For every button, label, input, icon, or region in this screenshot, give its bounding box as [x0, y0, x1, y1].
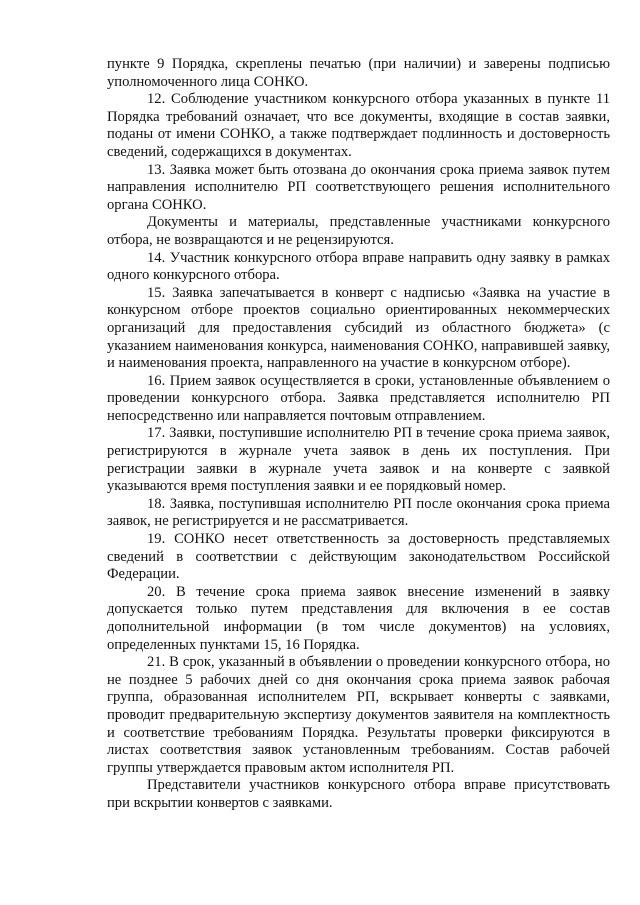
paragraph-16: 16. Прием заявок осуществляется в сроки, установленные объявлением о проведении конкурсного отбора. Заявка представляется исполнителю РП непосредственно или направляется почтовым отправлением. [107, 372, 610, 424]
paragraph-21-representatives: Представители участников конкурсного отбора вправе присутствовать при вскрытии конвертов с заявками. [107, 777, 610, 811]
document-body [107, 56, 610, 813]
paragraph-19: 19. СОНКО несет ответственность за достоверность представляемых сведений в соответствии с действующим законодательством Российской Федерации. [107, 531, 610, 583]
paragraph-12: 12. Соблюдение участником конкурсного отбора указанных в пункте 11 Порядка требований означает, что все документы, входящие в состав заявки, поданы от имени СОНКО, а также подтверждает подлинность и достоверность сведений, содержащихся в документах. [107, 91, 610, 160]
paragraph-continuation-9: пункте 9 Порядка, скреплены печатью (при наличии) и заверены подписью уполномоченного лица СОНКО. [107, 56, 610, 90]
paragraph-18: 18. Заявка, поступившая исполнителю РП после окончания срока приема заявок, не регистрируется и не рассматривается. [107, 495, 610, 530]
paragraph-14: 14. Участник конкурсного отбора вправе направить одну заявку в рамках одного конкурсного отбора. [107, 249, 610, 284]
paragraph-13-documents: Документы и материалы, представленные участниками конкурсного отбора, не возвращаются и не рецензируются. [107, 214, 610, 248]
paragraph-20: 20. В течение срока приема заявок внесение изменений в заявку допускается только путем представления для включения в ее состав дополнительной информации (в том числе документов) на условиях, определенных пунктами 15, 16 Порядка. [107, 583, 610, 653]
paragraph-15: 15. Заявка запечатывается в конверт с надписью «Заявка на участие в конкурсном отборе проектов социально ориентированных некоммерческих организаций для предоставления субсидий из областного бюджета» (с указанием наименования конкурса, наименования СОНКО, направившей заявку, и наименования проекта, направленного на участие в конкурсном отборе). [107, 284, 610, 372]
paragraph-17: 17. Заявки, поступившие исполнителю РП в течение срока приема заявок, регистрируются в журнале учета заявок в день их поступления. При регистрации заявки в журнале учета заявок и на конверте с заявкой указываются время поступления заявки и ее порядковый номер. [107, 425, 610, 495]
paragraph-13: 13. Заявка может быть отозвана до окончания срока приема заявок путем направления исполнителю РП соответствующего решения исполнительного органа СОНКО. [107, 161, 610, 213]
paragraph-21: 21. В срок, указанный в объявлении о проведении конкурсного отбора, но не позднее 5 рабочих дней со дня окончания срока приема заявок рабочая группа, образованная исполнителем РП, вскрывает конверты с заявками, проводит предварительную экспертизу документов заявителя на комплектность и соответствие требованиям Порядка. Результаты проверки фиксируются в листах соответствия заявок установленным требованиям. Состав рабочей группы утверждается правовым актом исполнителя РП. [107, 654, 610, 776]
